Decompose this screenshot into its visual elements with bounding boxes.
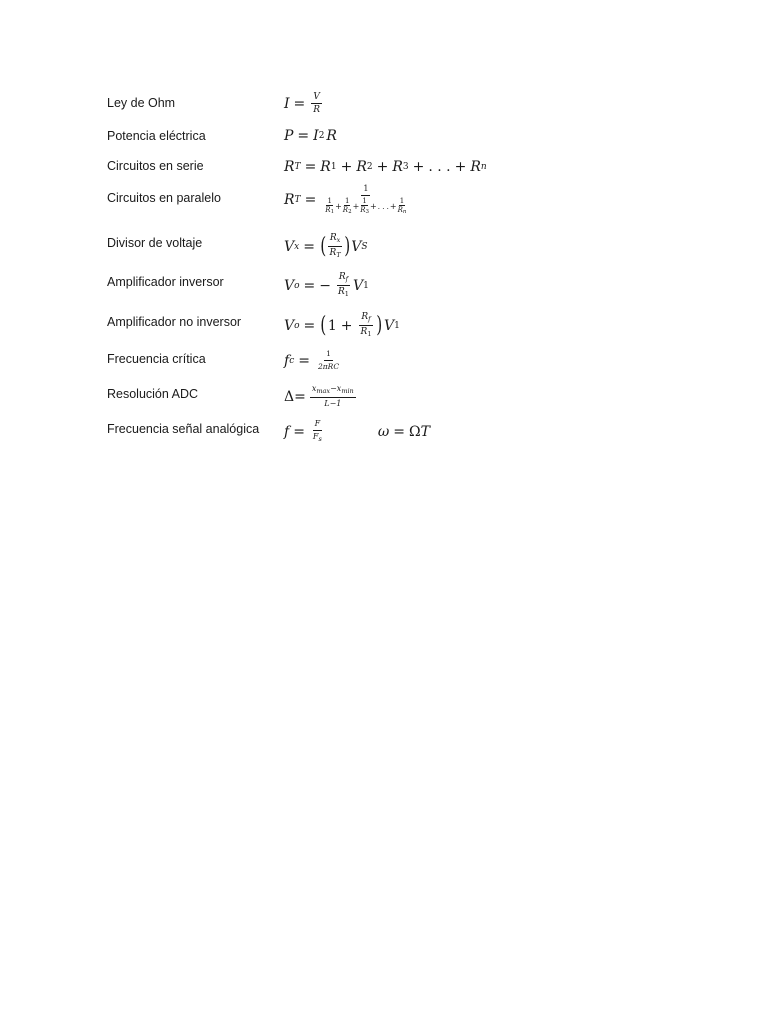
subscript: 1 bbox=[330, 209, 335, 215]
subscript: 1 bbox=[344, 290, 349, 298]
symbol-resistance: R bbox=[329, 233, 337, 243]
ellipsis: . . . bbox=[428, 159, 451, 175]
plus-sign: + bbox=[335, 201, 342, 211]
symbol-resistance: R bbox=[360, 327, 368, 337]
subscript: max bbox=[316, 387, 331, 395]
formula-noninverting-amp: V o = ( 1 + $\frac{R_f}{R_1}$ ) V 1 bbox=[284, 312, 400, 338]
fraction-rf-over-r1 bbox=[336, 272, 351, 299]
symbol-voltage: V bbox=[284, 317, 295, 334]
symbol-resistance: R bbox=[284, 159, 295, 175]
equals-sign: = bbox=[303, 277, 316, 294]
symbol-x: x bbox=[336, 384, 342, 393]
plus-sign: + bbox=[352, 201, 360, 211]
formula-parallel: R T = 1 $\frac{1}{R1}$ + $\frac{1}{R2}$ + $\frac{1}{R3}$ + . . . + $\frac{1}{Rn}$ bbox=[284, 184, 411, 216]
symbol-period: T bbox=[420, 423, 430, 440]
formula-label: Circuitos en serie bbox=[107, 159, 204, 173]
symbol-x: x bbox=[311, 384, 317, 393]
symbol-resistance: R bbox=[470, 159, 481, 175]
equals-sign: = bbox=[297, 128, 310, 144]
equals-sign: = bbox=[298, 352, 310, 369]
subscript: f bbox=[345, 275, 349, 283]
numerator: 1 bbox=[327, 197, 332, 205]
symbol-resistance: R bbox=[320, 159, 331, 175]
plus-sign: + bbox=[370, 201, 377, 211]
fraction-v-over-r bbox=[311, 92, 322, 115]
symbol-voltage: V bbox=[351, 238, 362, 255]
symbol-resistance: R bbox=[361, 312, 369, 322]
ellipsis: . . . bbox=[377, 202, 389, 211]
symbol-resistance: R bbox=[397, 206, 403, 214]
symbol-resistance: R bbox=[284, 192, 295, 208]
formula-critical-frequency: f c = $\frac{1}{\text{2πRC}}$ bbox=[284, 349, 340, 371]
numerator: 1 bbox=[361, 184, 370, 196]
symbol-resistance: R bbox=[338, 272, 346, 282]
symbol-resistance: R bbox=[342, 206, 349, 214]
subscript: 2 bbox=[348, 209, 352, 215]
formula-label: Potencia eléctrica bbox=[107, 129, 206, 143]
symbol-voltage: V bbox=[352, 277, 364, 294]
equals-sign: = bbox=[293, 95, 306, 112]
formula-label: Divisor de voltaje bbox=[107, 236, 203, 250]
symbol-current: I bbox=[284, 95, 290, 112]
fraction-f-over-fs bbox=[311, 419, 324, 444]
fraction-one-over-r3 bbox=[359, 197, 370, 216]
formula-inverting-amp: V o = − $\frac{R_f}{R_1}$ V 1 bbox=[284, 272, 369, 298]
fraction-parallel bbox=[322, 184, 409, 216]
symbol-voltage: V bbox=[384, 317, 395, 334]
constant-one: 1 bbox=[327, 317, 337, 334]
plus-sign: + bbox=[389, 201, 397, 211]
symbol-resistance: R bbox=[360, 206, 366, 214]
fraction-adc bbox=[310, 384, 356, 409]
formula-label: Amplificador no inversor bbox=[107, 315, 242, 329]
symbol-frequency: f bbox=[284, 423, 290, 440]
equals-sign: = bbox=[304, 192, 317, 208]
fraction-rx-over-rt bbox=[328, 233, 343, 260]
numerator: 1 bbox=[344, 197, 350, 205]
right-paren: ) bbox=[343, 233, 350, 259]
minus-sign: − bbox=[330, 384, 337, 393]
equals-sign: = bbox=[304, 159, 317, 175]
denominator: L−1 bbox=[324, 399, 342, 408]
equals-sign: = bbox=[393, 423, 405, 440]
subscript: n bbox=[402, 209, 407, 215]
numerator: F bbox=[313, 419, 323, 431]
symbol-resistance: R bbox=[326, 128, 337, 144]
numerator: 1 bbox=[324, 349, 333, 361]
numerator: 1 bbox=[362, 197, 367, 205]
fraction-one-over-r1 bbox=[324, 197, 335, 216]
subscript: s bbox=[318, 435, 322, 443]
subscript: min bbox=[341, 387, 354, 395]
formula-series: R T = R 1 + R 2 + R 3 + . . . + R n bbox=[284, 159, 487, 175]
plus-sign: + bbox=[454, 159, 467, 175]
formula-adc-resolution bbox=[284, 384, 358, 409]
denominator: R bbox=[313, 105, 321, 115]
numerator: V bbox=[313, 92, 320, 102]
symbol-f: F bbox=[312, 432, 319, 441]
symbol-resistance: R bbox=[356, 159, 367, 175]
symbol-capital-omega: Ω bbox=[408, 423, 421, 440]
subscript: 3 bbox=[365, 209, 370, 215]
equals-sign: = bbox=[293, 423, 305, 440]
formula-label: Frecuencia crítica bbox=[107, 352, 206, 366]
formula-label: Resolución ADC bbox=[107, 387, 199, 401]
symbol-power: P bbox=[284, 128, 294, 144]
formula-power: P = I 2 R bbox=[284, 128, 337, 144]
right-paren: ) bbox=[376, 312, 383, 338]
subscript: T bbox=[336, 251, 341, 259]
plus-sign: + bbox=[412, 159, 425, 175]
fraction-one-over-r2 bbox=[342, 197, 353, 216]
subscript: 1 bbox=[367, 330, 372, 338]
symbol-resistance: R bbox=[338, 287, 345, 297]
left-paren: ( bbox=[320, 312, 327, 338]
fraction-rf-over-r1 bbox=[359, 312, 374, 339]
equals-sign: = bbox=[294, 388, 306, 405]
symbol-frequency: f bbox=[284, 352, 290, 369]
equals-sign: = bbox=[303, 317, 316, 334]
plus-sign: + bbox=[376, 159, 389, 175]
formula-label: Frecuencia señal analógica bbox=[107, 422, 260, 436]
plus-sign: + bbox=[340, 159, 353, 175]
fraction-one-over-rn bbox=[397, 197, 408, 216]
symbol-resistance: R bbox=[329, 248, 337, 258]
formula-ohm bbox=[284, 92, 324, 115]
subscript: x bbox=[336, 236, 341, 244]
symbol-resistance: R bbox=[392, 159, 403, 175]
plus-sign: + bbox=[340, 317, 353, 334]
symbol-voltage: V bbox=[284, 277, 295, 294]
symbol-omega: ω bbox=[377, 423, 390, 440]
symbol-resistance: R bbox=[325, 206, 331, 214]
minus-sign: − bbox=[319, 277, 332, 294]
equals-sign: = bbox=[303, 238, 315, 255]
formula-analog-frequency bbox=[284, 419, 430, 444]
subscript: f bbox=[368, 315, 371, 323]
fraction-one-over-2pirc bbox=[316, 349, 341, 372]
formula-voltage-divider: V x = ( $\frac{R_x}{R_T}$ ) V S bbox=[284, 233, 368, 259]
symbol-voltage: V bbox=[284, 238, 295, 255]
symbol-current: I bbox=[313, 128, 319, 144]
denominator: 2πRC bbox=[317, 362, 340, 371]
numerator: 1 bbox=[399, 197, 405, 205]
left-paren: ( bbox=[320, 233, 327, 259]
symbol-delta: Δ bbox=[284, 388, 295, 405]
formula-label: Amplificador inversor bbox=[107, 275, 224, 289]
formula-label: Ley de Ohm bbox=[107, 96, 176, 110]
formula-label: Circuitos en paralelo bbox=[107, 191, 221, 205]
denominator bbox=[322, 196, 409, 216]
